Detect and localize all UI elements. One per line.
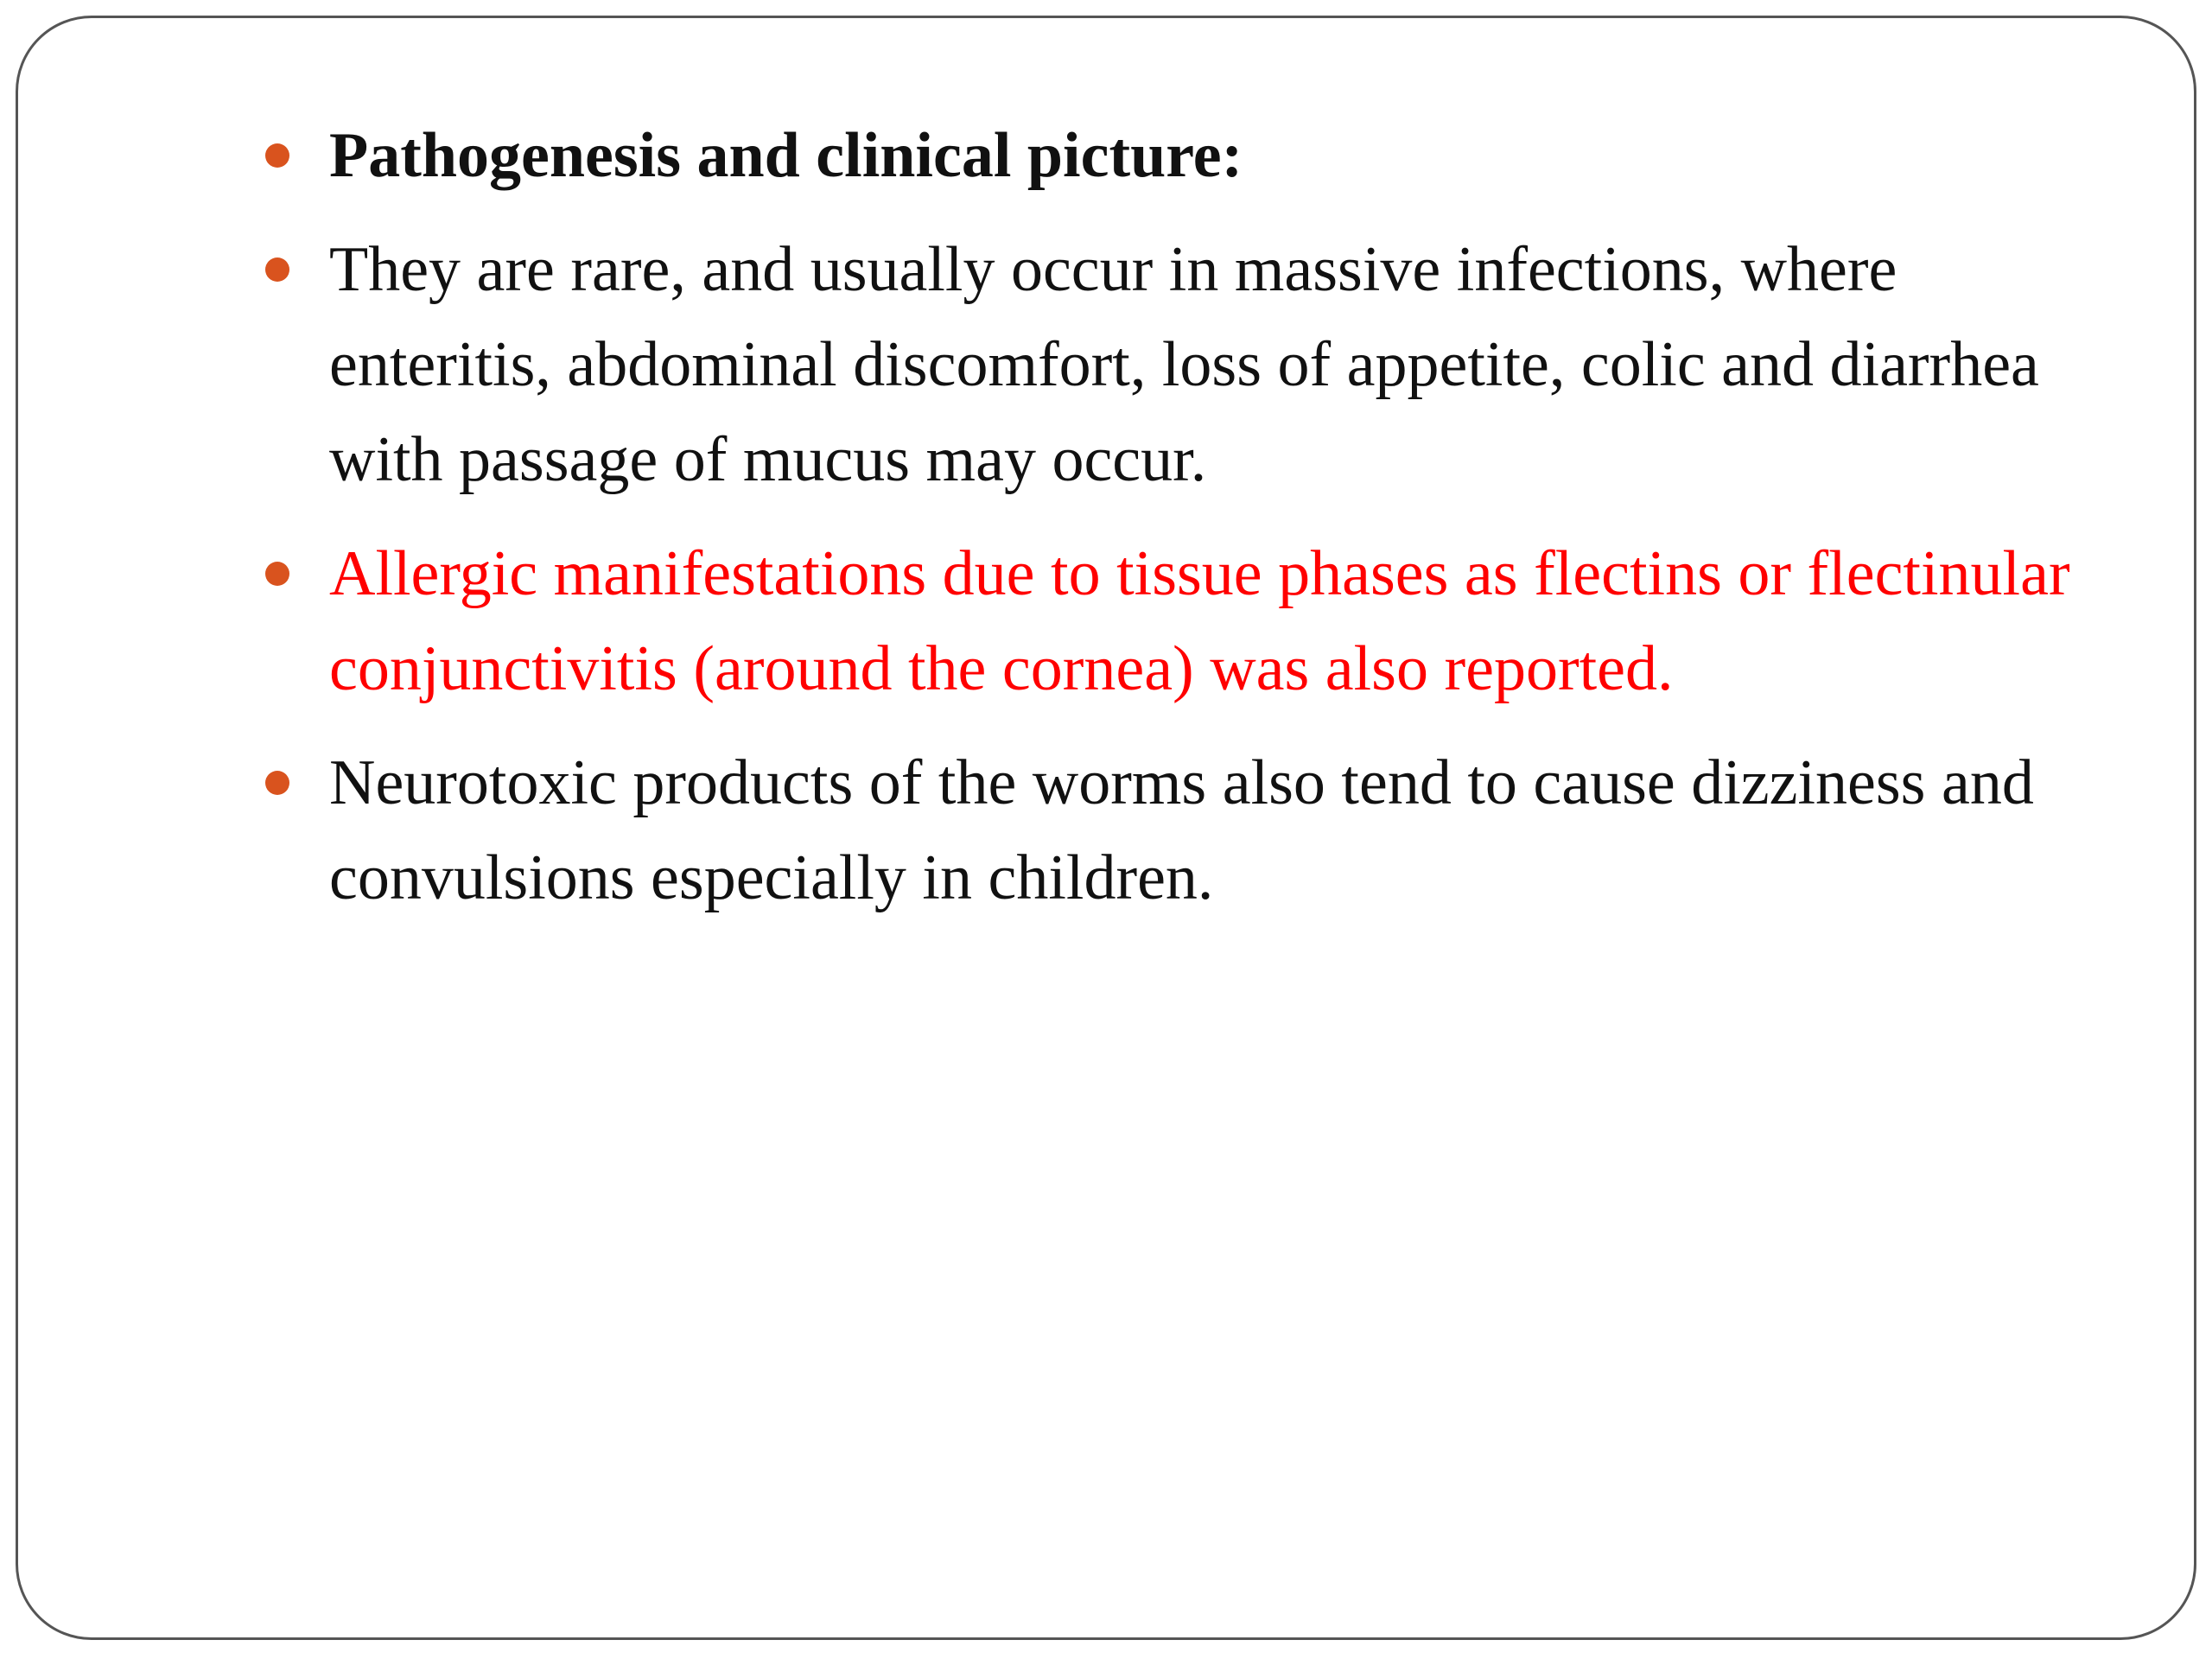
bullet-dot-icon (265, 257, 289, 282)
bullet-heading-text: Pathogenesis and clinical picture: (329, 120, 1243, 191)
bullet-item-heading (265, 108, 2123, 203)
bullet-list (265, 108, 2123, 944)
slide-frame (16, 16, 2196, 1640)
bullet-allergic-text: Allergic manifestations due to tissue phases as flectins or flectinular conjunctivitis (around the cornea) was also reported. (329, 538, 2070, 704)
bullet-item-allergic (265, 526, 2123, 716)
bullet-dot-icon (265, 143, 289, 168)
bullet-symptoms-text: They are rare, and usually occur in massive infections, where enteritis, abdominal discomfort, loss of appetite, colic and diarrhea with passage of mucus may occur. (329, 234, 2039, 495)
bullet-item-neurotoxic (265, 735, 2123, 925)
bullet-dot-icon (265, 562, 289, 586)
bullet-neurotoxic-text: Neurotoxic products of the worms also tend to cause dizziness and convulsions especially in children. (329, 747, 2034, 913)
bullet-dot-icon (265, 771, 289, 795)
bullet-item-symptoms (265, 222, 2123, 507)
